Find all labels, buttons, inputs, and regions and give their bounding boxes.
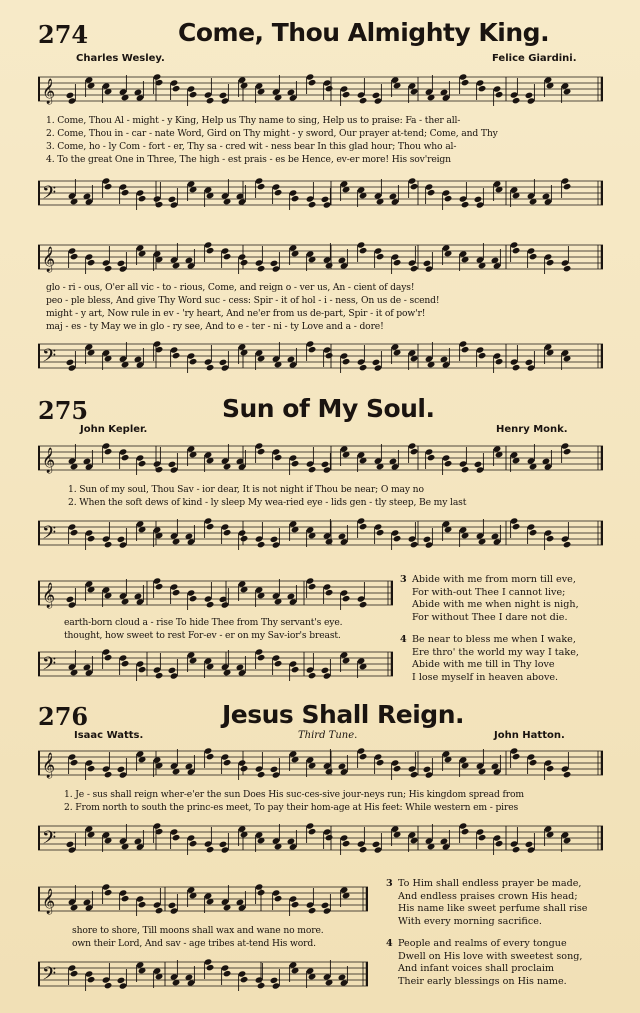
svg-text:𝄢: 𝄢 bbox=[42, 964, 57, 989]
verse-line: And infant voices shall proclaim bbox=[398, 963, 555, 975]
verse-line: I lose myself in heaven above. bbox=[412, 671, 559, 683]
svg-text:𝄢: 𝄢 bbox=[42, 523, 57, 548]
hymn-title: Sun of My Soul. bbox=[222, 394, 435, 423]
hymn-composer: John Hatton. bbox=[494, 730, 565, 741]
lyric-line: 4. To the great One in Three, The high - est prais - es be Hence, ev-er more! His sov'reign bbox=[46, 154, 451, 165]
verse-line: Their early blessings on His name. bbox=[398, 975, 567, 987]
lyric-line: thought, how sweet to rest For-ev - er on my Sav-ior's breast. bbox=[64, 630, 341, 641]
verse-number: 4 bbox=[386, 938, 393, 949]
hymn-composer: Felice Giardini. bbox=[492, 53, 577, 64]
hymn-number: 275 bbox=[38, 396, 89, 425]
lyric-line: own their Lord, And sav - age tribes at-tend His word. bbox=[72, 938, 316, 949]
lyric-line: shore to shore, Till moons shall wax and wane no more. bbox=[72, 925, 324, 936]
music-staff-treble bbox=[38, 876, 368, 922]
lyric-line: 2. Come, Thou in - car - nate Word, Gird on Thy might - y sword, Our prayer at-tend; Come, and Thy bbox=[46, 128, 498, 139]
lyric-line: 2. From north to south the princ-es meet, To pay their hom-age at His feet: While western em - pires bbox=[64, 802, 519, 813]
hymn-composer: Henry Monk. bbox=[496, 424, 568, 435]
verse-line: Ere thro' the world my way I take, bbox=[412, 646, 579, 658]
svg-text:𝄢: 𝄢 bbox=[42, 828, 57, 853]
verse-line: Dwell on His love with sweetest song, bbox=[398, 950, 583, 962]
svg-text:𝄢: 𝄢 bbox=[42, 654, 57, 679]
hymn-author: Charles Wesley. bbox=[76, 53, 165, 64]
music-staff-bass bbox=[38, 642, 393, 686]
svg-text:𝄞: 𝄞 bbox=[42, 448, 56, 473]
music-staff-treble bbox=[38, 570, 393, 616]
svg-text:𝄞: 𝄞 bbox=[42, 79, 56, 104]
hymn-number: 276 bbox=[38, 702, 89, 731]
music-staff-treble bbox=[38, 434, 603, 482]
lyric-line: 1. Come, Thou Al - might - y King, Help us Thy name to sing, Help us to praise: Fa - ther all- bbox=[46, 115, 461, 126]
lyric-line: earth-born cloud a - rise To hide Thee from Thy servant's eye. bbox=[64, 617, 343, 628]
hymn-author: John Kepler. bbox=[80, 424, 148, 435]
hymn-title: Come, Thou Almighty King. bbox=[178, 18, 550, 47]
svg-text:𝄞: 𝄞 bbox=[42, 583, 56, 608]
lyric-line: 1. Je - sus shall reign wher-e'er the sun Does His suc-ces-sive jour-neys run; His kingdom spread from bbox=[64, 789, 524, 800]
music-staff-treble bbox=[38, 232, 603, 282]
music-staff-bass bbox=[38, 335, 603, 377]
verse-number: 3 bbox=[400, 574, 407, 585]
verse-4 bbox=[400, 634, 579, 684]
lyric-line: 3. Come, ho - ly Com - fort - er, Thy sa - cred wit - ness bear In this glad hour; Thou who al- bbox=[46, 141, 457, 152]
verse-number: 4 bbox=[400, 634, 407, 645]
music-staff-bass bbox=[38, 815, 603, 861]
music-staff-bass bbox=[38, 510, 603, 556]
verse-3 bbox=[386, 878, 588, 928]
svg-text:𝄢: 𝄢 bbox=[42, 346, 57, 371]
verse-line: Abide with me till in Thy love bbox=[412, 659, 555, 671]
lyric-line: 2. When the soft dews of kind - ly sleep My wea-ried eye - lids gen - tly steep, Be my last bbox=[68, 497, 467, 508]
lyric-line: maj - es - ty May we in glo - ry see, And to e - ter - ni - ty Love and a - dore! bbox=[46, 321, 384, 332]
verse-line: Be near to bless me when I wake, bbox=[412, 634, 576, 645]
verse-line: And endless praises crown His head; bbox=[398, 890, 578, 902]
lyric-line: might - y art, Now rule in ev - 'ry heart, And ne'er from us de-part, Spir - it of pow'r! bbox=[46, 308, 426, 319]
svg-text:𝄢: 𝄢 bbox=[42, 183, 57, 208]
lyric-line: 1. Sun of my soul, Thou Sav - ior dear, It is not night if Thou be near; O may no bbox=[68, 484, 424, 495]
verse-line: People and realms of every tongue bbox=[398, 938, 567, 949]
verse-line: His name like sweet perfume shall rise bbox=[398, 903, 588, 915]
music-staff-bass bbox=[38, 950, 368, 998]
lyric-line: peo - ple bless, And give Thy Word suc - cess: Spir - it of hol - i - ness, On us de - scend! bbox=[46, 295, 440, 306]
verse-line: For with-out Thee I cannot live; bbox=[412, 586, 566, 598]
hymn-number: 274 bbox=[38, 20, 89, 49]
verse-line: Abide with me from morn till eve, bbox=[412, 574, 576, 585]
tune-name: Third Tune. bbox=[298, 730, 358, 741]
svg-text:𝄞: 𝄞 bbox=[42, 889, 56, 914]
verse-line: Abide with me when night is nigh, bbox=[412, 599, 579, 611]
hymn-author: Isaac Watts. bbox=[74, 730, 144, 741]
verse-3 bbox=[400, 574, 579, 624]
verse-line: With every morning sacrifice. bbox=[398, 915, 542, 927]
hymn-title: Jesus Shall Reign. bbox=[222, 700, 465, 729]
music-staff-bass bbox=[38, 168, 603, 218]
svg-text:𝄞: 𝄞 bbox=[42, 247, 56, 272]
verse-4 bbox=[386, 938, 583, 988]
svg-text:𝄞: 𝄞 bbox=[42, 753, 56, 778]
music-staff-treble bbox=[38, 64, 603, 114]
verse-line: To Him shall endless prayer be made, bbox=[398, 878, 582, 889]
lyric-line: glo - ri - ous, O'er all vic - to - rious, Come, and reign o - ver us, An - cient of days! bbox=[46, 282, 415, 293]
verse-line: For without Thee I dare not die. bbox=[412, 611, 568, 623]
music-staff-treble bbox=[38, 740, 603, 786]
verse-number: 3 bbox=[386, 878, 393, 889]
